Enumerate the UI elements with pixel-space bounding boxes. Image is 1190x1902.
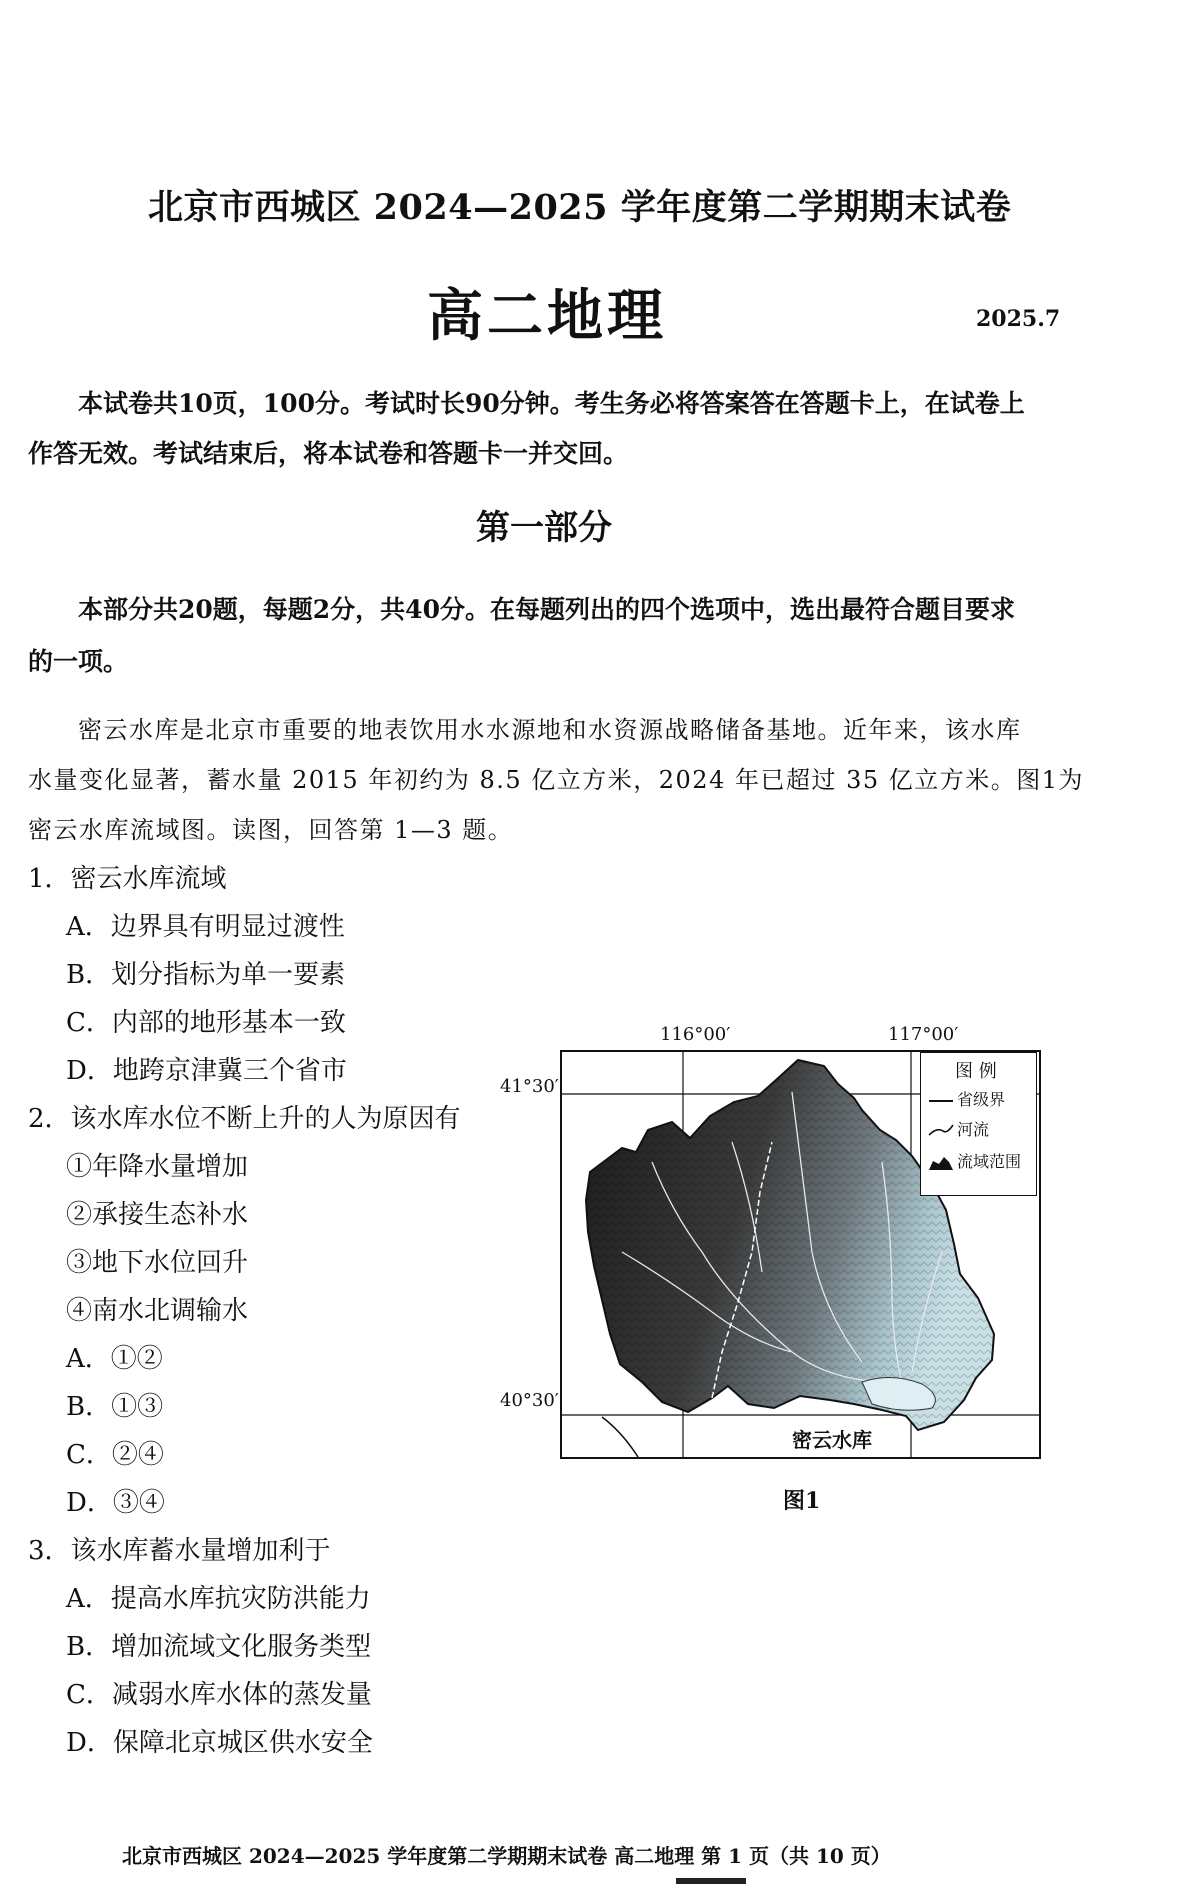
passage-line-3: 密云水库流域图。读图，回答第 1—3 题。	[28, 816, 514, 844]
question-1-option-d[interactable]: D．地跨京津冀三个省市	[66, 1056, 347, 1086]
exam-date: 2025.7	[976, 306, 1061, 332]
question-1-stem: 1．密云水库流域	[28, 864, 227, 894]
legend-label-river: 河流	[957, 1120, 990, 1139]
page-footer: 北京市西城区 2024—2025 学年度第二学期期末试卷 高二地理 第 1 页（共 10 页）	[122, 1844, 891, 1868]
longitude-label-117: 117°00′	[888, 1024, 959, 1045]
legend-label-boundary: 省级界	[957, 1090, 1006, 1109]
question-2-stem: 2．该水库水位不断上升的人为原因有	[28, 1104, 461, 1134]
latitude-label-40-30: 40°30′	[500, 1390, 559, 1411]
figure-caption: 图1	[783, 1488, 821, 1514]
map-legend	[920, 1052, 1037, 1196]
question-2-option-c[interactable]: C．②④	[66, 1440, 164, 1470]
question-1-option-a[interactable]: A．边界具有明显过渡性	[66, 912, 345, 942]
question-2-option-b[interactable]: B．①③	[66, 1392, 164, 1422]
river-icon	[927, 1123, 955, 1139]
question-3-stem: 3．该水库蓄水量增加利于	[28, 1536, 331, 1566]
legend-item-river	[927, 1117, 989, 1140]
part-title: 第一部分	[476, 508, 612, 548]
reservoir-label: 密云水库	[792, 1428, 872, 1452]
question-2-statement-4: ④南水北调输水	[66, 1296, 249, 1326]
latitude-label-41-30: 41°30′	[500, 1076, 559, 1097]
footer-mark	[676, 1878, 746, 1884]
question-1-option-c[interactable]: C．内部的地形基本一致	[66, 1008, 346, 1038]
boundary-line-icon	[927, 1093, 955, 1109]
question-2-statement-3: ③地下水位回升	[66, 1248, 249, 1278]
instructions-line-1: 本试卷共10页，100分。考试时长90分钟。考生务必将答案答在答题卡上，在试卷上	[78, 389, 1025, 418]
question-2-option-a[interactable]: A．①②	[66, 1344, 163, 1374]
question-3-option-c[interactable]: C．减弱水库水体的蒸发量	[66, 1680, 372, 1710]
question-2-statement-1: ①年降水量增加	[66, 1152, 249, 1182]
legend-label-watershed: 流域范围	[957, 1152, 1022, 1171]
subject-title: 高二地理	[427, 283, 667, 349]
question-3-option-d[interactable]: D．保障北京城区供水安全	[66, 1728, 373, 1758]
passage-line-2: 水量变化显著，蓄水量 2015 年初约为 8.5 亿立方米，2024 年已超过 35 亿立方米。图1为	[28, 766, 1085, 794]
question-2-option-d[interactable]: D．③④	[66, 1488, 165, 1518]
question-3-option-b[interactable]: B．增加流域文化服务类型	[66, 1632, 372, 1662]
question-1-option-b[interactable]: B．划分指标为单一要素	[66, 960, 346, 990]
question-3-option-a[interactable]: A．提高水库抗灾防洪能力	[66, 1584, 371, 1614]
watershed-area-icon	[927, 1155, 955, 1171]
part-intro-line-1: 本部分共20题，每题2分，共40分。在每题列出的四个选项中，选出最符合题目要求	[78, 595, 1015, 624]
instructions-line-2: 作答无效。考试结束后，将本试卷和答题卡一并交回。	[28, 439, 629, 468]
exam-title: 北京市西城区 2024—2025 学年度第二学期期末试卷	[148, 187, 1012, 228]
part-intro-line-2: 的一项。	[28, 647, 129, 676]
legend-item-boundary	[927, 1087, 1005, 1110]
legend-item-watershed	[927, 1149, 1021, 1172]
question-2-statement-2: ②承接生态补水	[66, 1200, 249, 1230]
passage-line-1: 密云水库是北京市重要的地表饮用水水源地和水资源战略储备基地。近年来，该水库	[78, 716, 1022, 744]
longitude-label-116: 116°00′	[660, 1024, 731, 1045]
legend-title: 图 例	[955, 1061, 997, 1082]
